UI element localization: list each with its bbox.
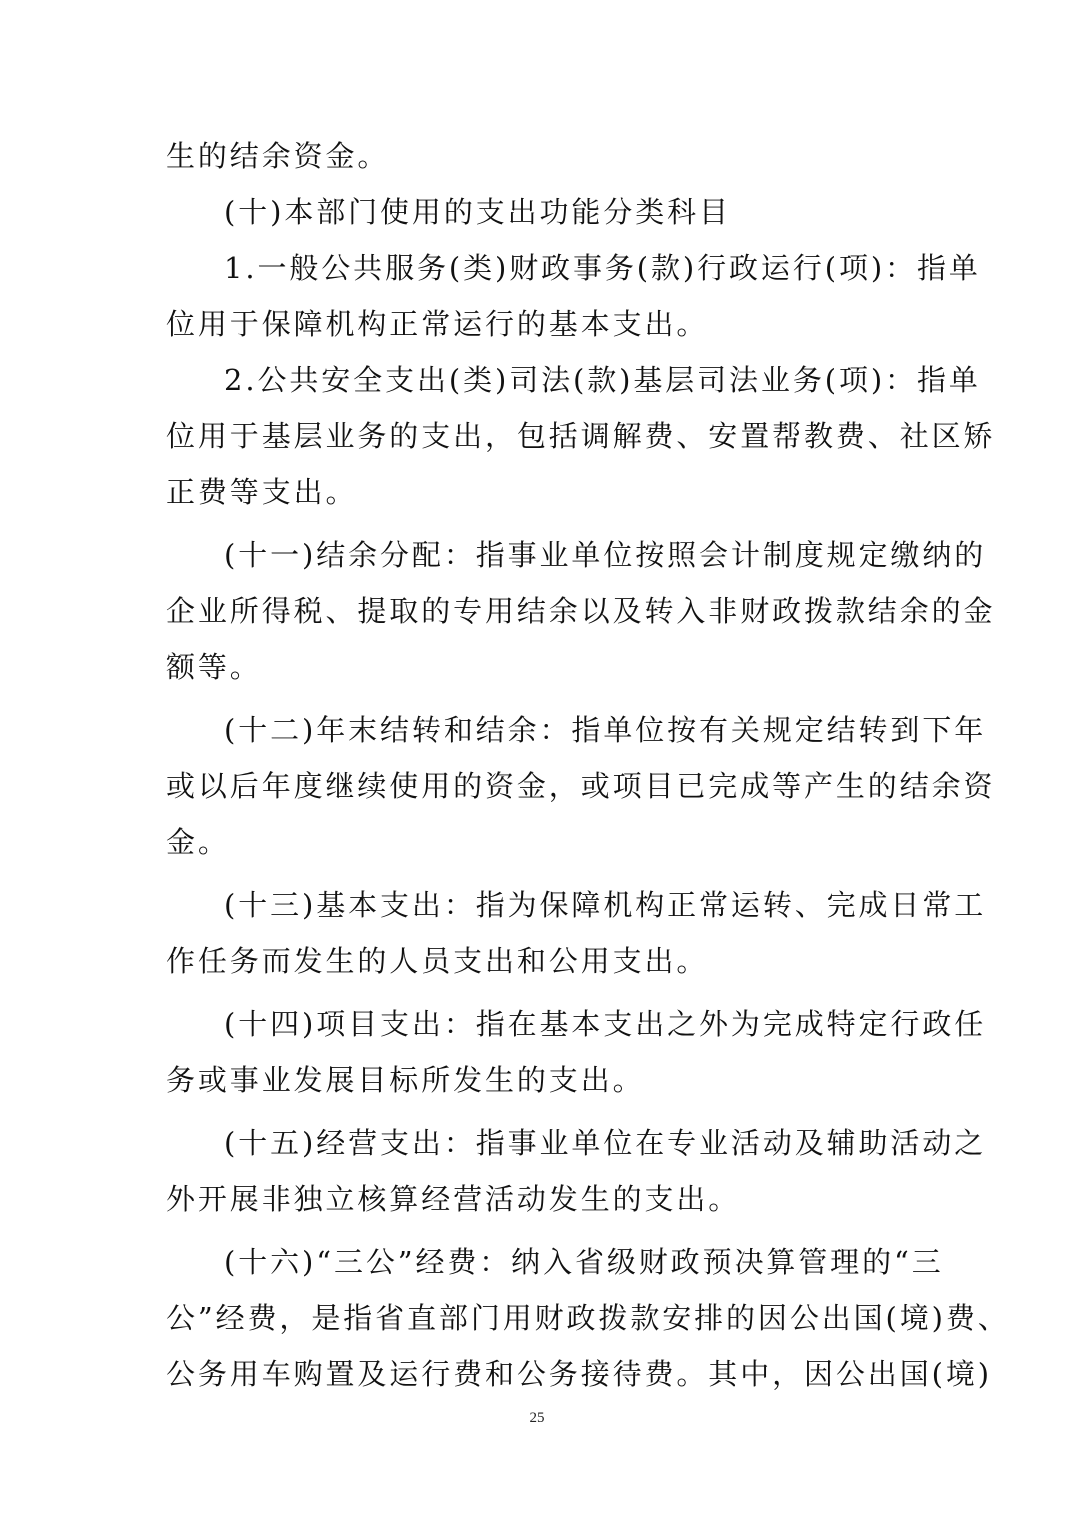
text-line: (十一)结余分配：指事业单位按照会计制度规定缴纳的: [224, 538, 987, 572]
text-line: 务或事业发展目标所发生的支出。: [166, 1063, 645, 1097]
text-line: (十)本部门使用的支出功能分类科目: [224, 195, 731, 229]
text-line: 正费等支出。: [166, 475, 358, 509]
text-line: 位用于基层业务的支出，包括调解费、安置帮教费、社区矫: [166, 419, 996, 453]
text-line: 金。: [166, 825, 230, 859]
text-line: 2.公共安全支出(类)司法(款)基层司法业务(项)：指单: [224, 363, 981, 397]
text-line: (十五)经营支出：指事业单位在专业活动及辅助活动之: [224, 1126, 987, 1160]
text-line: 1.一般公共服务(类)财政事务(款)行政运行(项)：指单: [224, 251, 981, 285]
text-line: 额等。: [166, 650, 262, 684]
page-number: 25: [529, 1410, 545, 1426]
text-line: 位用于保障机构正常运行的基本支出。: [166, 307, 709, 341]
text-line: (十六)“三公”经费：纳入省级财政预决算管理的“三: [224, 1245, 944, 1279]
text-line: 公务用车购置及运行费和公务接待费。其中，因公出国(境): [166, 1357, 992, 1391]
text-line: (十四)项目支出：指在基本支出之外为完成特定行政任: [224, 1007, 987, 1041]
text-line: (十二)年末结转和结余：指单位按有关规定结转到下年: [224, 713, 987, 747]
text-line: 或以后年度继续使用的资金，或项目已完成等产生的结余资: [166, 769, 996, 803]
text-line: 企业所得税、提取的专用结余以及转入非财政拨款结余的金: [166, 594, 996, 628]
text-line: 公”经费，是指省直部门用财政拨款安排的因公出国(境)费、: [166, 1301, 1010, 1335]
text-line: 生的结余资金。: [166, 139, 390, 173]
text-line: 作任务而发生的人员支出和公用支出。: [166, 944, 709, 978]
text-line: 外开展非独立核算经营活动发生的支出。: [166, 1182, 741, 1216]
body-text: [166, 128, 1010, 1402]
text-line: (十三)基本支出：指为保障机构正常运转、完成日常工: [224, 888, 987, 922]
